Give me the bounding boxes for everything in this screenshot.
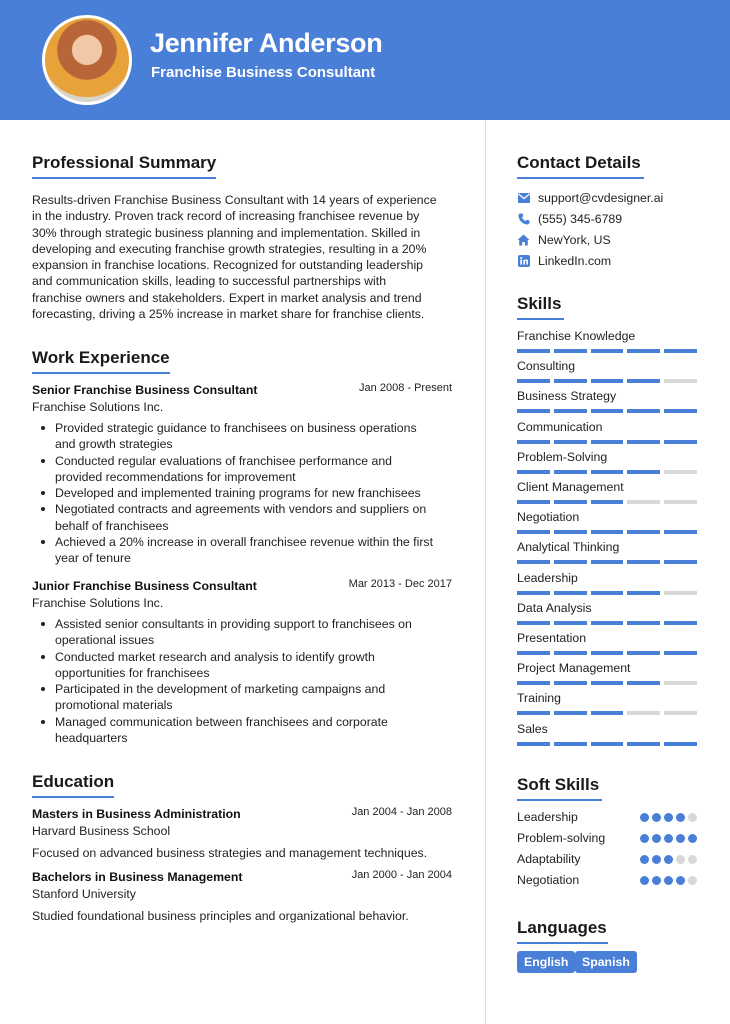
- skill-level-segment: [664, 440, 697, 444]
- languages-heading-underline: [517, 942, 608, 944]
- skill-item: [517, 359, 697, 373]
- phone-icon: [517, 213, 530, 226]
- skill-level-segment: [517, 560, 550, 564]
- bullet-item: Conducted regular evaluations of franchisee performance and provided recommendations for improvement: [38, 453, 448, 486]
- contact-location-text: NewYork, US: [538, 233, 611, 247]
- education-heading: Education: [32, 772, 115, 791]
- degree-description: Studied foundational business principles and organizational behavior.: [32, 909, 409, 923]
- contact-phone-text: (555) 345-6789: [538, 212, 623, 226]
- degree-description: Focused on advanced business strategies and management techniques.: [32, 846, 428, 860]
- degree-date: Jan 2000 - Jan 2004: [351, 869, 452, 881]
- rating-dot: [664, 813, 673, 822]
- skill-level-segment: [664, 379, 697, 383]
- skill-level-bar: [517, 621, 697, 625]
- job-bullets: [38, 616, 448, 746]
- soft-skill-name: Leadership: [517, 810, 578, 824]
- skill-level-bar: [517, 409, 697, 413]
- contact-heading-underline: [517, 177, 644, 179]
- school-name: Harvard Business School: [32, 824, 171, 838]
- skill-name: Project Management: [517, 661, 631, 676]
- bullet-item: Managed communication between franchisees and corporate headquarters: [38, 714, 448, 747]
- skills-heading-underline: [517, 318, 564, 320]
- skill-level-segment: [554, 711, 587, 715]
- home-icon: [517, 234, 530, 247]
- soft-skill-name: Adaptability: [517, 852, 581, 866]
- skill-level-bar: [517, 349, 697, 353]
- skill-level-segment: [591, 500, 624, 504]
- skill-level-segment: [554, 409, 587, 413]
- languages-heading: Languages: [517, 918, 607, 937]
- skill-level-segment: [664, 621, 697, 625]
- skill-level-bar: [517, 681, 697, 685]
- skill-level-segment: [627, 500, 660, 504]
- rating-dot: [652, 876, 661, 885]
- skill-name: Leadership: [517, 570, 578, 585]
- skill-level-segment: [554, 379, 587, 383]
- bullet-item: Conducted market research and analysis to identify growth opportunities for franchisees: [38, 649, 448, 682]
- soft-skill-item: [517, 852, 697, 868]
- skill-level-segment: [591, 651, 624, 655]
- contact-email-text: support@cvdesigner.ai: [538, 191, 664, 205]
- skill-item: [517, 389, 697, 403]
- skill-name: Communication: [517, 419, 603, 434]
- skill-item: [517, 420, 697, 434]
- experience-heading: Work Experience: [32, 348, 170, 367]
- soft-skill-rating: [640, 855, 697, 864]
- skill-level-segment: [591, 470, 624, 474]
- rating-dot: [676, 855, 685, 864]
- skill-level-segment: [554, 591, 587, 595]
- skill-level-bar: [517, 651, 697, 655]
- rating-dot: [652, 855, 661, 864]
- skill-level-bar: [517, 591, 697, 595]
- envelope-icon: [517, 192, 530, 205]
- skill-item: [517, 722, 697, 736]
- skill-level-segment: [517, 742, 550, 746]
- skill-level-segment: [627, 681, 660, 685]
- skill-level-segment: [664, 711, 697, 715]
- skill-level-segment: [627, 349, 660, 353]
- soft-skill-item: [517, 873, 697, 889]
- skill-level-bar: [517, 440, 697, 444]
- degree-title: Bachelors in Business Management: [32, 870, 243, 884]
- skill-level-segment: [517, 711, 550, 715]
- skill-item: [517, 510, 697, 524]
- skill-level-bar: [517, 560, 697, 564]
- skill-item: [517, 601, 697, 615]
- school-name: Stanford University: [32, 887, 136, 901]
- skill-name: Client Management: [517, 480, 624, 494]
- skill-level-segment: [627, 379, 660, 383]
- skill-level-segment: [517, 379, 550, 383]
- skill-level-bar: [517, 470, 697, 474]
- skill-level-segment: [554, 470, 587, 474]
- skill-level-bar: [517, 742, 697, 746]
- skill-level-segment: [627, 711, 660, 715]
- skill-level-segment: [517, 349, 550, 353]
- skill-level-segment: [664, 560, 697, 564]
- skill-name: Business Strategy: [517, 389, 617, 404]
- skill-level-segment: [664, 349, 697, 353]
- rating-dot: [676, 876, 685, 885]
- rating-dot: [688, 876, 697, 885]
- soft-skills-heading-underline: [517, 799, 602, 801]
- skill-level-segment: [591, 560, 624, 564]
- skill-level-segment: [554, 621, 587, 625]
- rating-dot: [664, 834, 673, 843]
- rating-dot: [652, 834, 661, 843]
- skill-level-segment: [517, 591, 550, 595]
- contact-linkedin[interactable]: [517, 254, 611, 268]
- skill-name: Analytical Thinking: [517, 540, 620, 555]
- skill-item: [517, 540, 697, 554]
- language-badge: Spanish: [575, 951, 637, 973]
- skill-level-segment: [517, 651, 550, 655]
- candidate-name: Jennifer Anderson: [150, 28, 383, 58]
- degree-date: Jan 2004 - Jan 2008: [351, 806, 452, 818]
- rating-dot: [652, 813, 661, 822]
- skill-name: Training: [517, 691, 561, 706]
- skill-level-segment: [664, 530, 697, 534]
- skill-name: Problem-Solving: [517, 449, 608, 464]
- rating-dot: [688, 813, 697, 822]
- contact-linkedin-text: LinkedIn.com: [538, 254, 612, 268]
- skill-level-segment: [627, 409, 660, 413]
- contact-heading: Contact Details: [517, 153, 641, 172]
- candidate-role: Franchise Business Consultant: [151, 64, 376, 81]
- skill-item: [517, 631, 697, 645]
- skill-level-segment: [554, 681, 587, 685]
- skill-name: Negotiation: [517, 510, 580, 525]
- skill-level-segment: [627, 591, 660, 595]
- job-date: Jan 2008 - Present: [359, 382, 452, 394]
- language-badge: English: [517, 951, 575, 973]
- skill-level-segment: [517, 409, 550, 413]
- column-divider: [485, 120, 486, 1024]
- skill-level-segment: [627, 530, 660, 534]
- skill-item: [517, 571, 697, 585]
- skill-level-segment: [517, 470, 550, 474]
- soft-skills-heading: Soft Skills: [517, 775, 600, 794]
- summary-text: Results-driven Franchise Business Consultant with 14 years of experience in the industry. Proven track record of increasing franchisee revenue by 30% through strategic business planning and implementation. Skilled in developing and executing franchise growth strategies, resulting in a 20% expansion in franchise locations. Recognized for outstanding leadership and communication skills, leading to successful partnerships with franchise owners and stakeholders. Expert in market analysis and trend forecasting, driving a 25% increase in market share for franchise clients.: [32, 193, 437, 322]
- skill-level-segment: [591, 621, 624, 625]
- resume-header: [0, 0, 730, 120]
- skill-level-bar: [517, 711, 697, 715]
- skill-level-segment: [591, 681, 624, 685]
- rating-dot: [688, 855, 697, 864]
- skill-level-segment: [554, 560, 587, 564]
- contact-email[interactable]: [517, 191, 663, 205]
- skill-level-bar: [517, 530, 697, 534]
- skill-level-segment: [517, 681, 550, 685]
- bullet-item: Negotiated contracts and agreements with vendors and suppliers on behalf of franchisees: [38, 501, 448, 534]
- rating-dot: [640, 876, 649, 885]
- skill-name: Presentation: [517, 631, 587, 645]
- bullet-item: Achieved a 20% increase in overall franchisee revenue within the first year of tenure: [38, 534, 448, 567]
- summary-heading-underline: [32, 177, 216, 179]
- job-title: Senior Franchise Business Consultant: [32, 383, 258, 397]
- skill-name: Data Analysis: [517, 600, 592, 615]
- summary-heading: Professional Summary: [32, 153, 217, 172]
- skill-level-segment: [591, 349, 624, 353]
- rating-dot: [688, 834, 697, 843]
- job-company: Franchise Solutions Inc.: [32, 400, 164, 414]
- skill-level-bar: [517, 379, 697, 383]
- contact-location: [517, 233, 611, 247]
- skill-level-segment: [664, 500, 697, 504]
- rating-dot: [640, 855, 649, 864]
- skill-level-segment: [627, 560, 660, 564]
- skill-item: [517, 480, 697, 494]
- soft-skill-name: Problem-solving: [517, 831, 606, 845]
- skill-item: [517, 450, 697, 464]
- skill-level-segment: [627, 470, 660, 474]
- skill-level-segment: [554, 742, 587, 746]
- degree-title: Masters in Business Administration: [32, 807, 241, 821]
- experience-heading-underline: [32, 372, 170, 374]
- skill-level-segment: [627, 440, 660, 444]
- job-company: Franchise Solutions Inc.: [32, 596, 164, 610]
- skill-level-segment: [517, 530, 550, 534]
- skill-name: Sales: [517, 721, 548, 736]
- skill-level-segment: [664, 409, 697, 413]
- skill-level-segment: [664, 591, 697, 595]
- skill-level-segment: [591, 742, 624, 746]
- skill-level-segment: [591, 440, 624, 444]
- linkedin-icon: [517, 255, 530, 268]
- rating-dot: [676, 813, 685, 822]
- skill-item: [517, 691, 697, 705]
- education-heading-underline: [32, 796, 114, 798]
- skill-name: Franchise Knowledge: [517, 329, 636, 343]
- skill-level-segment: [554, 651, 587, 655]
- soft-skill-rating: [640, 834, 697, 843]
- job-bullets: [38, 420, 448, 567]
- soft-skill-item: [517, 810, 697, 826]
- rating-dot: [664, 855, 673, 864]
- skill-level-bar: [517, 500, 697, 504]
- skill-level-segment: [627, 651, 660, 655]
- skill-level-segment: [517, 621, 550, 625]
- bullet-item: Participated in the development of marketing campaigns and promotional materials: [38, 681, 448, 714]
- skill-level-segment: [627, 742, 660, 746]
- skill-name: Consulting: [517, 359, 576, 374]
- rating-dot: [640, 813, 649, 822]
- skill-level-segment: [554, 500, 587, 504]
- soft-skill-rating: [640, 876, 697, 885]
- skill-level-segment: [591, 711, 624, 715]
- soft-skill-name: Negotiation: [517, 873, 580, 887]
- skill-item: [517, 329, 697, 343]
- skill-level-segment: [664, 681, 697, 685]
- skill-level-segment: [554, 349, 587, 353]
- skill-item: [517, 661, 697, 675]
- profile-photo: [42, 15, 132, 105]
- skill-level-segment: [554, 530, 587, 534]
- skill-level-segment: [517, 440, 550, 444]
- skill-level-segment: [591, 530, 624, 534]
- skill-level-segment: [591, 591, 624, 595]
- rating-dot: [676, 834, 685, 843]
- skill-level-segment: [664, 470, 697, 474]
- skill-level-segment: [591, 379, 624, 383]
- soft-skill-rating: [640, 813, 697, 822]
- bullet-item: Assisted senior consultants in providing support to franchisees on operational issues: [38, 616, 448, 649]
- job-title: Junior Franchise Business Consultant: [32, 579, 257, 593]
- skill-level-segment: [591, 409, 624, 413]
- contact-phone[interactable]: [517, 212, 622, 226]
- rating-dot: [640, 834, 649, 843]
- skill-level-segment: [627, 621, 660, 625]
- skill-level-segment: [664, 651, 697, 655]
- bullet-item: Developed and implemented training programs for new franchisees: [38, 485, 448, 501]
- skill-level-segment: [517, 500, 550, 504]
- skill-level-segment: [664, 742, 697, 746]
- skill-level-segment: [554, 440, 587, 444]
- bullet-item: Provided strategic guidance to franchisees on business operations and growth strategies: [38, 420, 448, 453]
- job-date: Mar 2013 - Dec 2017: [348, 578, 452, 590]
- skills-heading: Skills: [517, 294, 562, 313]
- soft-skill-item: [517, 831, 697, 847]
- rating-dot: [664, 876, 673, 885]
